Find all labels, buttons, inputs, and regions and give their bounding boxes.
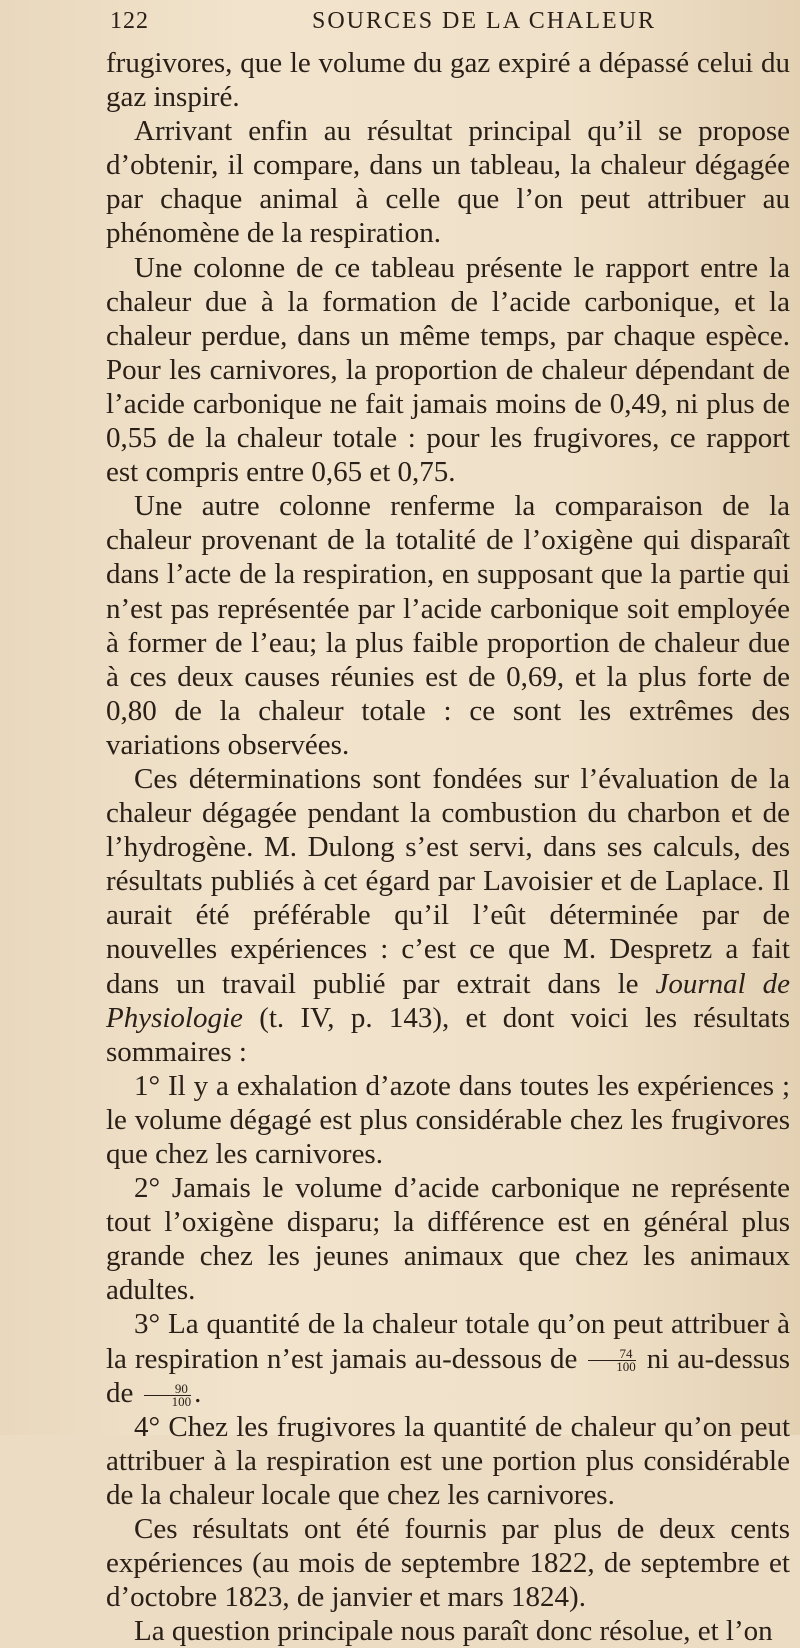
paragraph: 4° Chez les frugivores la quantité de chaleur qu’on peut attribuer à la respiration est une portion plus considérable de la chaleur locale que chez les carnivores.	[106, 1410, 790, 1511]
paragraph: Ces résultats ont été fournis par plus de deux cents expériences (au mois de septembre 1822, de septembre et d’octobre 1823, de janvier et mars 1824).	[106, 1513, 790, 1614]
fraction-denominator: 100	[616, 1359, 636, 1375]
fraction	[144, 1380, 192, 1409]
fraction-numerator: 74	[588, 1348, 636, 1361]
text-run: .	[194, 1376, 202, 1409]
running-title: SOURCES DE LA CHALEUR	[312, 8, 657, 34]
paragraph: 2° Jamais le volume d’acide carbonique ne représente tout l’oxigène disparu; la différence est en général plus grande chez les jeunes animaux que chez les animaux adultes.	[106, 1172, 790, 1307]
body-text	[106, 46, 790, 1648]
text-run: Ces déterminations sont fondées sur l’évaluation de la chaleur dégagée pendant la combustion du charbon et de l’hydrogène. M. Dulong s’est servi, dans ses calculs, des résultats publiés à cet égard par Lavoisier et de Laplace. Il aurait été préférable qu’il l’eût déterminée par de nouvelles expériences : c’est ce que M. Despretz a fait dans un travail publié par extrait dans le	[106, 762, 790, 1000]
paragraph-continued: frugivores, que le volume du gaz expiré a dépassé celui du gaz inspiré.	[106, 47, 790, 114]
paragraph: Une autre colonne renferme la comparaison de la chaleur provenant de la totalité de l’oxigène qui disparaît dans l’acte de la respiration, en supposant que la partie qui n’est pas représentée par l’acide carbonique soit employée à former de l’eau; la plus faible proportion de chaleur due à ces deux causes réunies est de 0,69, et la plus forte de 0,80 de la chaleur totale : ce sont les extrêmes des variations observées.	[106, 490, 790, 761]
paragraph: La question principale nous paraît donc résolue, et l’on	[134, 1615, 773, 1648]
text-run: 3° La quantité de la chaleur totale qu’on peut attribuer à la respiration n’est jamais au-dessous de	[106, 1308, 790, 1375]
fraction-denominator: 100	[171, 1393, 192, 1409]
paragraph	[106, 762, 790, 1069]
fraction-numerator: 90	[144, 1383, 192, 1396]
paragraph: Une colonne de ce tableau présente le rapport entre la chaleur due à la formation de l’acide carbonique, et la chaleur perdue, dans un même temps, par chaque espèce. Pour les carnivores, la proportion de chaleur dépendant de l’acide carbonique ne fait jamais moins de 0,49, ni plus de 0,55 de la chaleur totale : pour les frugivores, ce rapport est compris entre 0,65 et 0,75.	[106, 251, 790, 489]
paragraph: 1° Il y a exhalation d’azote dans toutes les expériences ; le volume dégagé est plus considérable chez les frugivores que chez les carnivores.	[106, 1069, 790, 1170]
paragraph: Arrivant enfin au résultat principal qu’il se propose d’obtenir, il compare, dans un tableau, la chaleur dégagée par chaque animal à celle que l’on peut attribuer au phénomène de la respiration.	[106, 115, 790, 250]
journal-title: Journal de Physiologie	[106, 967, 790, 1034]
text-run: ni au-dessus de	[106, 1342, 791, 1409]
running-head	[110, 8, 790, 44]
fraction	[588, 1348, 636, 1373]
text-run: (t. IV, p. 143), et dont voici les résultats sommaires :	[106, 1001, 790, 1068]
page-number: 122	[110, 8, 149, 34]
paragraph	[106, 1307, 790, 1409]
